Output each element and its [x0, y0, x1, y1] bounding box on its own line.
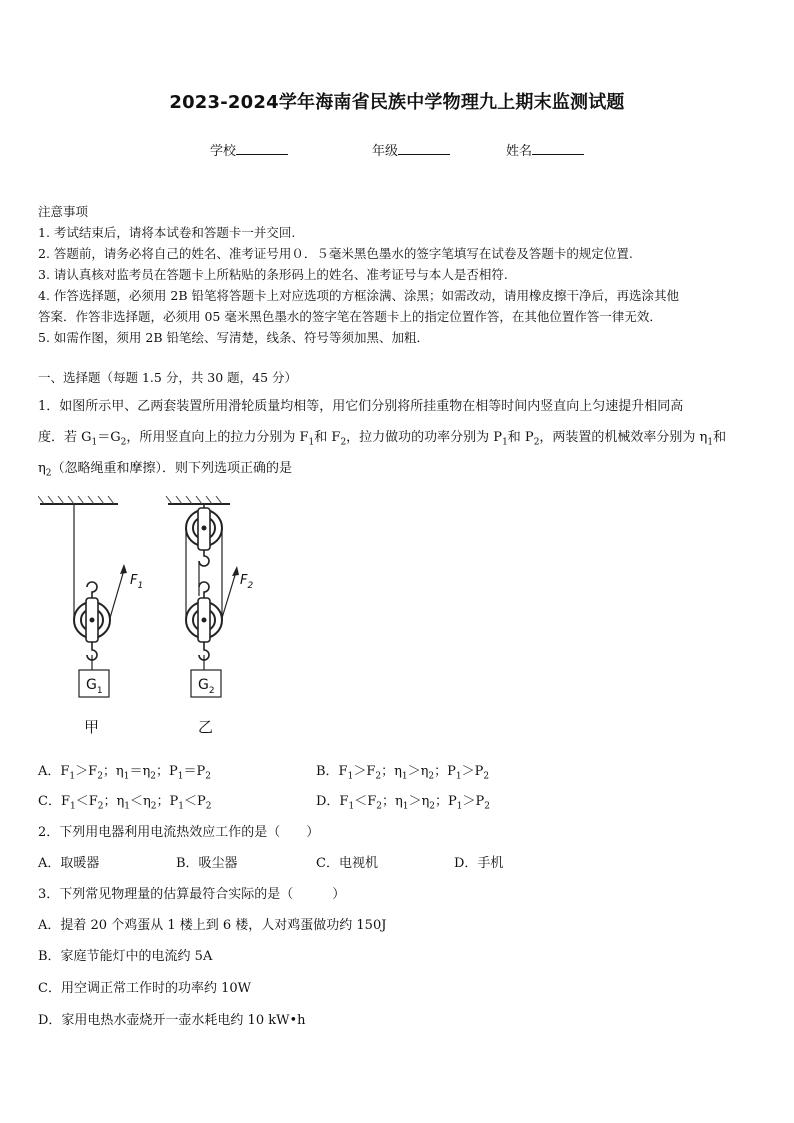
q2-option-b[interactable]: B．吸尘器 — [176, 856, 238, 871]
f1-label: $F_1$ — [130, 573, 144, 591]
caption-yi: 乙 — [198, 718, 214, 736]
school-label: 学校 — [210, 144, 237, 159]
school-field[interactable] — [210, 140, 288, 159]
q2-stem: 2．下列用电器利用电流热效应工作的是（ ） — [38, 825, 320, 840]
notes-item: 5. 如需作图，须用 2B 铅笔绘、写清楚，线条、符号等须加黑、加粗． — [38, 330, 429, 345]
notes-item: 答案．作答非选择题，必须用 05 毫米黑色墨水的签字笔在答题卡上的指定位置作答，在其他位置作答一律无效． — [38, 309, 662, 324]
q3-option-b[interactable]: B．家庭节能灯中的电流约 5A — [38, 949, 213, 964]
grade-blank — [398, 142, 450, 155]
q1-option-c[interactable]: C．$F_1<F_2$；$\eta_1<\eta_2$；$P_1<P_2$ — [38, 794, 212, 812]
device-yi — [166, 496, 253, 736]
g1-label: $G_1$ — [86, 677, 103, 696]
section-heading: 一、选择题（每题 1.5 分，共 30 题，45 分） — [38, 370, 298, 385]
q1-option-d[interactable]: D．$F_1<F_2$；$\eta_1>\eta_2$；$P_1>P_2$ — [316, 794, 490, 812]
page-title: 2023-2024学年海南省民族中学物理九上期末监测试题 — [169, 92, 625, 113]
notes-item: 3. 请认真核对监考员在答题卡上所粘贴的条形码上的姓名、准考证号与本人是否相符. — [38, 267, 508, 282]
q1-line3: $\eta_2$（忽略绳重和摩擦）．则下列选项正确的是 — [38, 461, 293, 479]
q3-stem: 3．下列常见物理量的估算最符合实际的是（ ） — [38, 887, 346, 902]
q1-option-a[interactable]: A．$F_1>F_2$；$\eta_1=\eta_2$；$P_1=P_2$ — [38, 764, 211, 782]
grade-label: 年级 — [372, 144, 399, 159]
name-field[interactable] — [506, 140, 584, 159]
q3-option-d[interactable]: D．家用电热水壶烧开一壶水耗电约 10 kW•h — [38, 1013, 306, 1028]
grade-field[interactable] — [372, 140, 450, 159]
q1-option-b[interactable]: B．$F_1>F_2$；$\eta_1>\eta_2$；$P_1>P_2$ — [316, 764, 490, 782]
q2-option-c[interactable]: C．电视机 — [316, 856, 378, 871]
q2-option-a[interactable]: A．取暖器 — [38, 856, 100, 871]
name-blank — [532, 142, 584, 155]
q1-line1: 1．如图所示甲、乙两套装置所用滑轮质量均相等，用它们分别将所挂重物在相等时间内竖直向上匀速提升相同高 — [38, 399, 684, 414]
name-label: 姓名 — [506, 144, 533, 159]
caption-jia: 甲 — [84, 718, 100, 736]
q3-option-c[interactable]: C．用空调正常工作时的功率约 10W — [38, 981, 251, 996]
q2-option-d[interactable]: D．手机 — [454, 856, 504, 871]
g2-label: $G_2$ — [198, 677, 215, 696]
notes-heading: 注意事项 — [38, 204, 89, 219]
notes-item: 4. 作答选择题，必须用 2B 铅笔将答题卡上对应选项的方框涂满、涂黑；如需改动，请用橡皮擦干净后，再选涂其他 — [38, 288, 679, 303]
notes-item: 1. 考试结束后，请将本试卷和答题卡一并交回. — [38, 225, 296, 240]
notes-item: 2. 答题前，请务必将自己的姓名、准考证号用０．５毫米黑色墨水的签字笔填写在试卷及答题卡的规定位置. — [38, 246, 633, 261]
q1-line2: 度．若 $G_1=G_2$，所用竖直向上的拉力分别为 $F_1$和 $F_2$，拉力做功的功率分别为 $P_1$和 $P_2$，两装置的机械效率分别为 $\eta_1$和 — [38, 430, 727, 448]
device-jia — [38, 496, 143, 736]
school-blank — [236, 142, 288, 155]
q3-option-a[interactable]: A．提着 20 个鸡蛋从 1 楼上到 6 楼，人对鸡蛋做功约 150J — [38, 918, 387, 933]
pulley-figure — [38, 492, 278, 742]
exam-notes — [38, 201, 679, 348]
f2-label: $F_2$ — [240, 573, 254, 591]
